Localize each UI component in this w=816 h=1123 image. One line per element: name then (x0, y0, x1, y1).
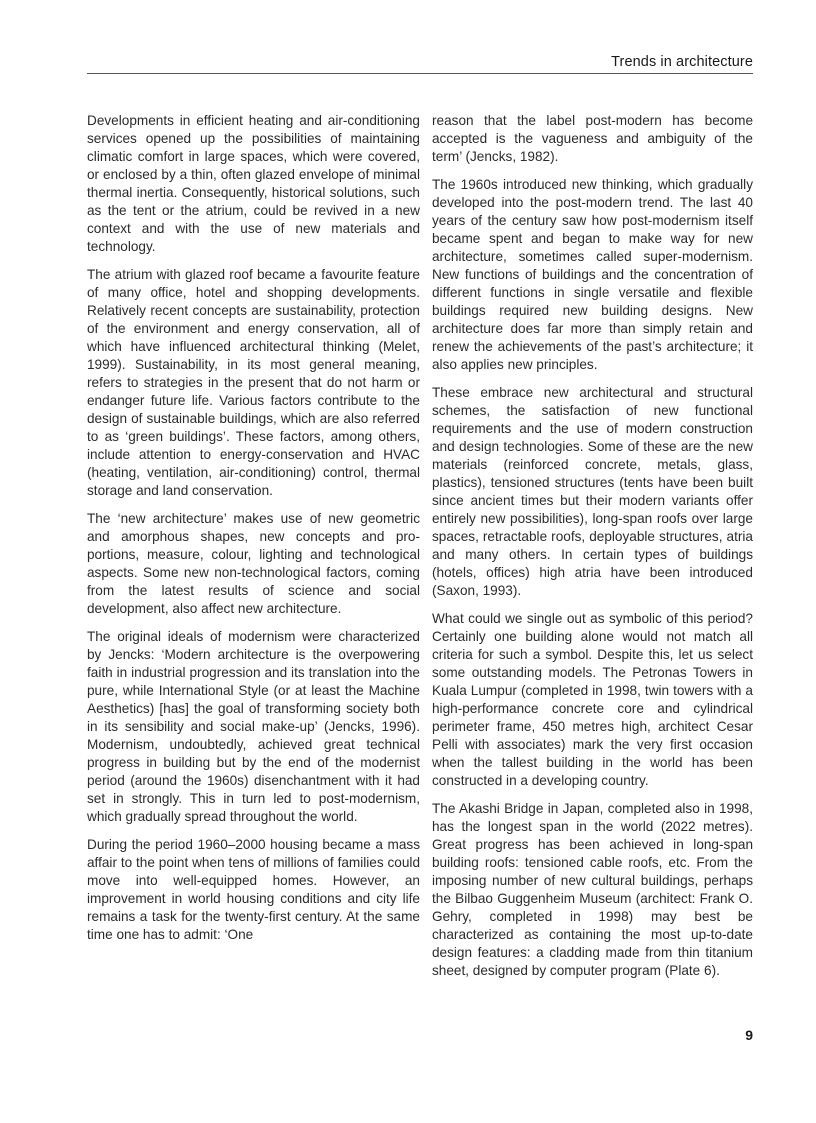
right-text-column (432, 112, 753, 990)
paragraph: The atrium with glazed roof became a favourite feature of many office, hotel and shopping developments. Relatively recent concepts are sustainability, protection of the environment and energy conservation, all of which have influenced architectural thinking (Melet, 1999). Sustainability, in its most general meaning, refers to strategies in the present that do not harm or endanger future life. Various factors contribute to the design of sustainable buildings, which are also referred to as ‘green buildings’. These factors, among others, include attention to energy-conservation and HVAC (heating, ventilation, air-conditioning) control, thermal storage and land conservation. (87, 266, 420, 499)
paragraph: The 1960s introduced new thinking, which gradually developed into the post-modern trend. The last 40 years of the century saw how post-modernism itself became spent and began to make way for new architecture, sometimes called super-modernism. New functions of buildings and the concentration of different functions in single versatile and flexible buildings required new building designs. New architecture does far more than simply retain and renew the achievements of the past’s architecture; it also applies new principles. (432, 176, 753, 373)
paragraph: Developments in efficient heating and air-conditioning services opened up the possibilities of maintaining climatic comfort in large spaces, which were covered, or enclosed by a thin, often glazed envelope of minimal thermal inertia. Consequently, historical solutions, such as the tent or the atrium, could be revived in a new context and with the use of new materials and technology. (87, 113, 420, 255)
paragraph: The ‘new architecture’ makes use of new geometric and amorphous shapes, new concepts and proportions, measure, colour, lighting and technological aspects. Some new non-technological factors, coming from the latest results of science and social development, also affect new architecture. (87, 510, 420, 617)
paragraph: What could we single out as symbolic of this period? Certainly one building alone would not match all criteria for such a symbol. Despite this, let us select some outstanding models. The Petronas Towers in Kuala Lumpur (completed in 1998, twin towers with a high-performance concrete core and cylindrical perimeter frame, 450 metres high, architect Cesar Pelli with associates) mark the very first occasion when the tallest building in the world has been constructed in a developing country. (432, 610, 753, 789)
paragraph: The original ideals of modernism were characterized by Jencks: ‘Modern architecture is the overpowering faith in industrial progression and its translation into the pure, while International Style (or at least the Machine Aesthetics) [has] the goal of transforming society both in its sensibility and social make-up’ (Jencks, 1996). Modernism, undoubtedly, achieved great technical progress in building but by the end of the modernist period (around the 1960s) disenchantment with it had set in strongly. This in turn led to post-modernism, which gradually spread throughout the world. (87, 628, 420, 825)
paragraph: These embrace new architectural and structural schemes, the satisfaction of new functional requirements and the use of modern construction and design technologies. Some of these are the new materials (reinforced concrete, metals, glass, plastics), tensioned structures (tents have been built since ancient times but their modern variants offer entirely new possibilities), long-span roofs over large spaces, retractable roofs, deployable structures, atria and many others. In certain types of buildings (hotels, offices) high atria have been introduced (Saxon, 1993). (432, 384, 753, 599)
paragraph: The Akashi Bridge in Japan, completed also in 1998, has the longest span in the world (2022 metres). Great progress has been achieved in long-span building roofs: tensioned cable roofs, etc. From the imposing number of new cultural buildings, perhaps the Bilbao Guggenheim Museum (architect: Frank O. Gehry, completed in 1998) may best be characterized as containing the most up-to-date design features: a cladding made from thin titanium sheet, designed by computer program (Plate 6). (432, 800, 753, 979)
left-text-column (87, 112, 420, 954)
paragraph: reason that the label post-modern has become accepted is the vagueness and ambiguity of the term’ (Jencks, 1982). (432, 113, 753, 165)
page-number: 9 (745, 1027, 753, 1043)
running-header-title: Trends in architecture (611, 54, 753, 70)
header-rule-divider (87, 73, 753, 74)
paragraph: During the period 1960–2000 housing became a mass affair to the point when tens of millions of families could move into well-equipped homes. However, an improvement in world housing conditions and city life remains a task for the twenty-first century. At the same time one has to admit: ‘One (87, 836, 420, 943)
